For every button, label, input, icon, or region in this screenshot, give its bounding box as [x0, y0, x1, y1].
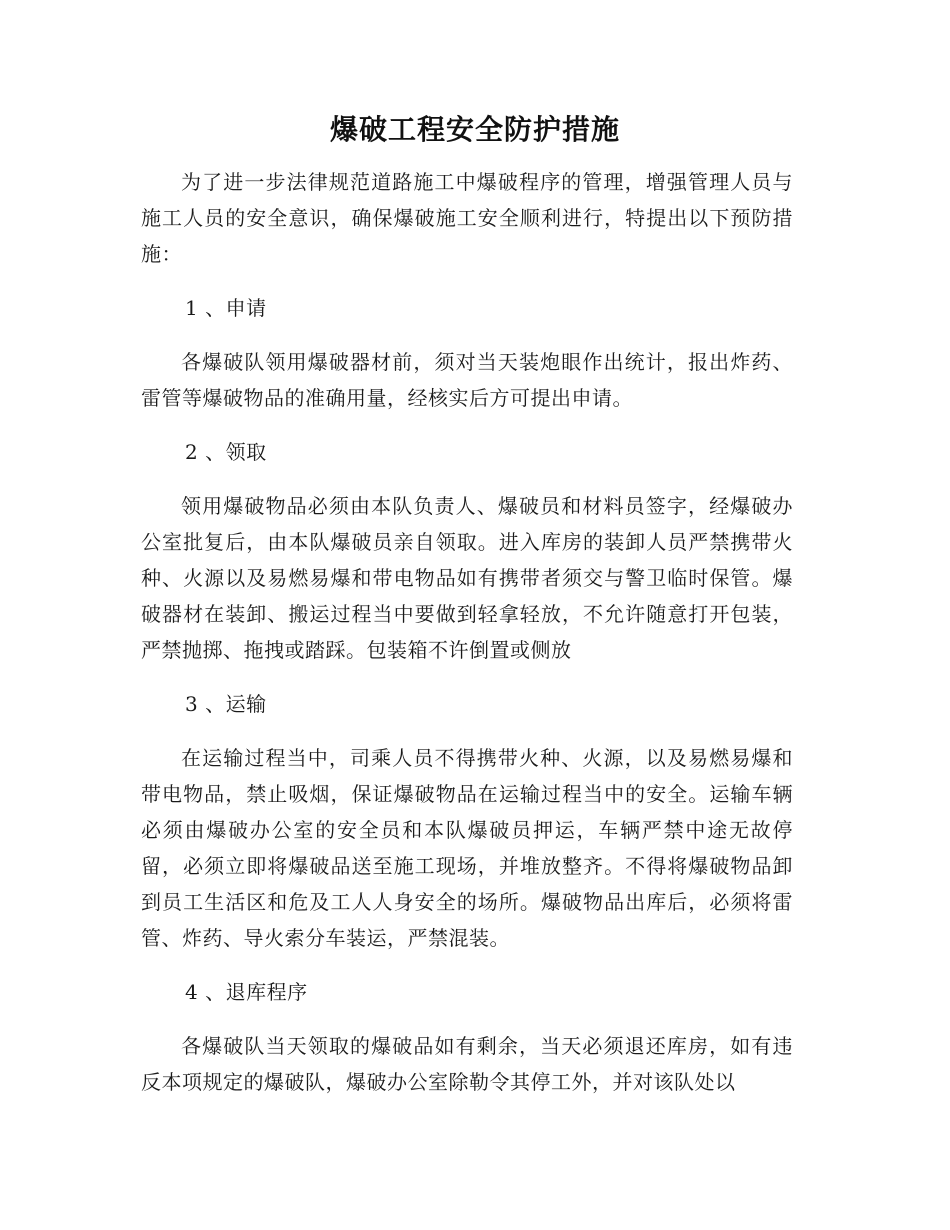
section-heading-apply: 1 、申请	[185, 296, 267, 320]
section-text-apply: 各爆破队领用爆破器材前，须对当天装炮眼作出统计，报出炸药、雷管等爆破物品的准确用量，经核实后方可提出申请。	[141, 350, 793, 410]
intro-paragraph: 为了进一步法律规范道路施工中爆破程序的管理，增强管理人员与施工人员的安全意识，确保爆破施工安全顺利进行，特提出以下预防措施：	[141, 170, 793, 266]
document-body	[141, 164, 793, 1118]
section-heading-transport: 3 、运输	[185, 692, 267, 716]
section-text-collect: 领用爆破物品必须由本队负责人、爆破员和材料员签字，经爆破办公室批复后，由本队爆破员亲自领取。进入库房的装卸人员严禁携带火种、火源以及易燃易爆和带电物品如有携带者须交与警卫临时保管。爆破器材在装卸、搬运过程当中要做到轻拿轻放，不允许随意打开包装，严禁抛掷、拖拽或踏踩。包装箱不许倒置或侧放	[141, 494, 793, 662]
document-title: 爆破工程安全防护措施	[329, 113, 620, 146]
section-text-transport: 在运输过程当中，司乘人员不得携带火种、火源，以及易燃易爆和带电物品，禁止吸烟，保证爆破物品在运输过程当中的安全。运输车辆必须由爆破办公室的安全员和本队爆破员押运，车辆严禁中途无故停留，必须立即将爆破品送至施工现场，并堆放整齐。不得将爆破物品卸到员工生活区和危及工人人身安全的场所。爆破物品出库后，必须将雷管、炸药、导火索分车装运，严禁混装。	[141, 746, 793, 950]
section-heading-collect: 2 、领取	[185, 440, 267, 464]
section-text-return: 各爆破队当天领取的爆破品如有剩余，当天必须退还库房，如有违反本项规定的爆破队，爆破办公室除勒令其停工外，并对该队处以	[141, 1034, 793, 1094]
section-heading-return: 4 、退库程序	[185, 980, 308, 1004]
